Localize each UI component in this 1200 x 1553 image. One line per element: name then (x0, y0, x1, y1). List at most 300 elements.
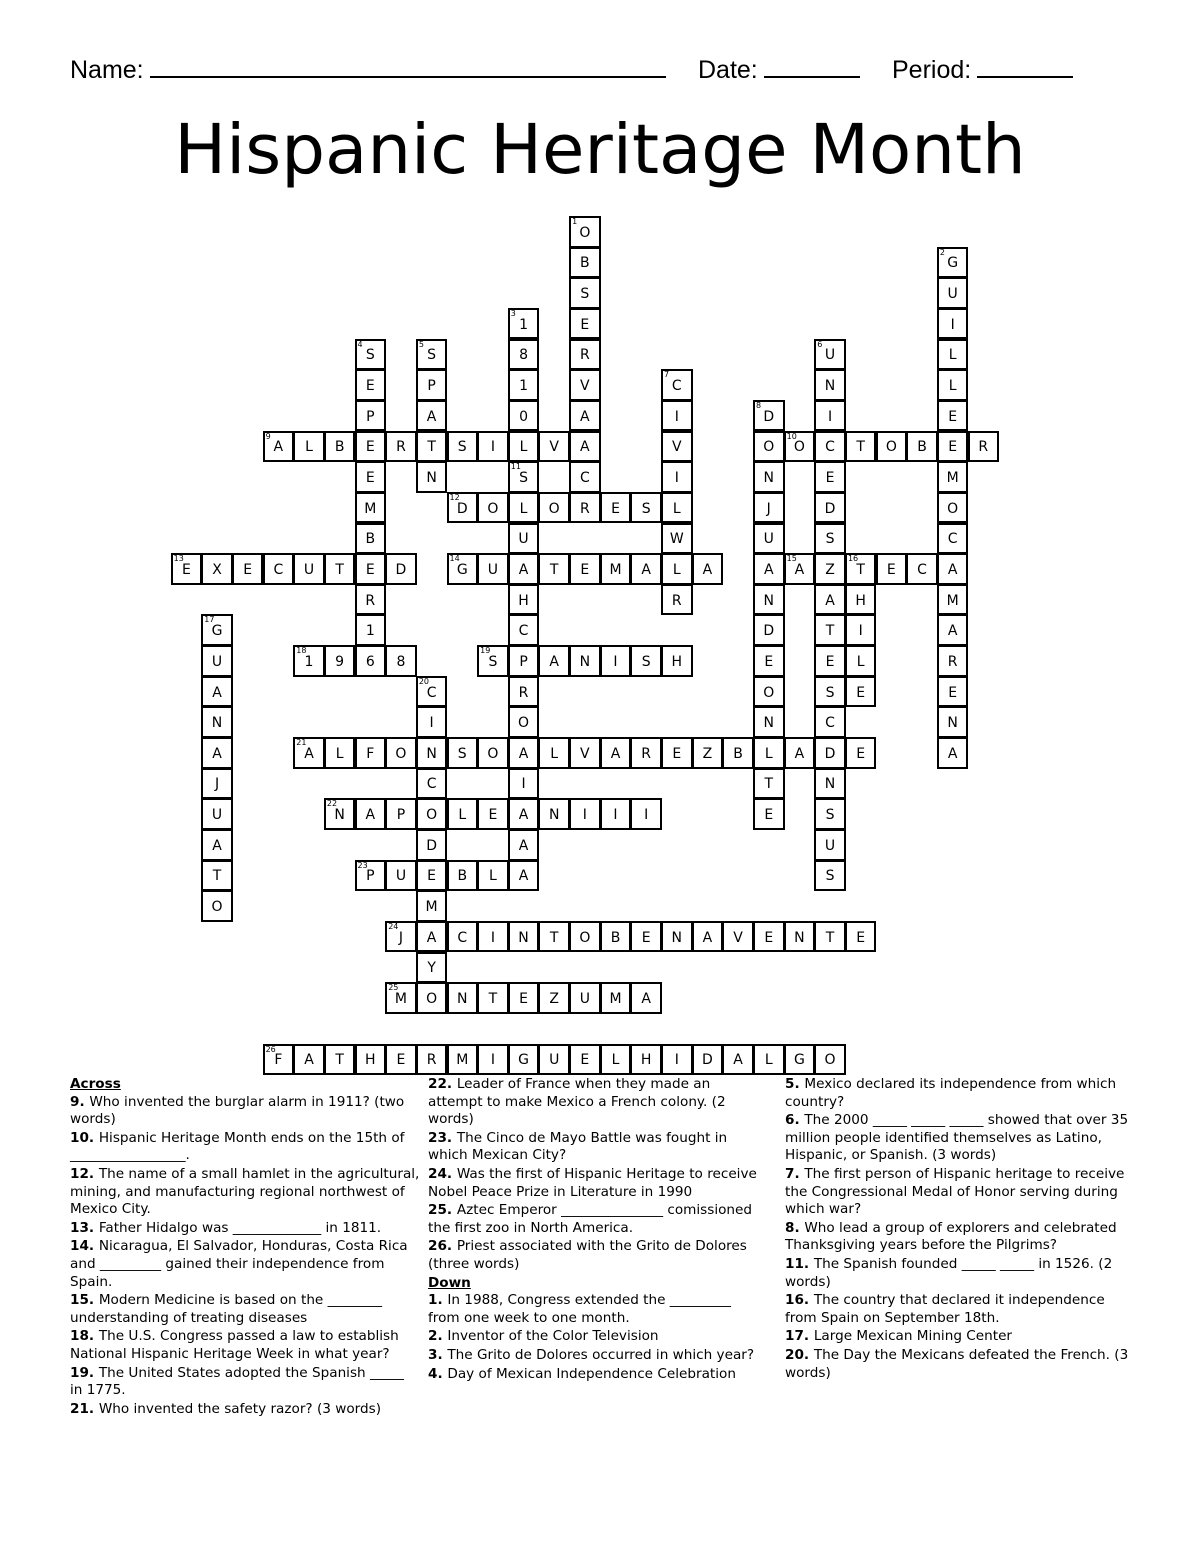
grid-cell[interactable] (569, 982, 601, 1014)
grid-cell[interactable] (814, 706, 846, 738)
cell-letter: V (672, 439, 682, 456)
grid-cell[interactable] (814, 798, 846, 830)
grid-cell[interactable] (508, 982, 540, 1014)
cell-letter: R (396, 439, 406, 456)
grid-cell[interactable] (937, 369, 969, 401)
grid-cell[interactable] (845, 553, 877, 585)
grid-cell[interactable] (201, 614, 233, 646)
grid-cell[interactable] (201, 553, 233, 585)
grid-cell[interactable] (416, 890, 448, 922)
grid-cell[interactable] (508, 584, 540, 616)
grid-cell[interactable] (600, 645, 632, 677)
grid-cell[interactable] (385, 798, 417, 830)
grid-cell[interactable] (937, 676, 969, 708)
grid-cell[interactable] (814, 1044, 846, 1076)
grid-cell[interactable] (569, 431, 601, 463)
grid-cell[interactable] (538, 431, 570, 463)
grid-cell[interactable] (355, 1044, 387, 1076)
grid-cell[interactable] (508, 614, 540, 646)
grid-cell[interactable] (937, 614, 969, 646)
cell-letter: A (641, 561, 651, 578)
cell-letter: R (579, 347, 590, 364)
grid-cell[interactable] (845, 676, 877, 708)
grid-cell[interactable] (171, 553, 203, 585)
grid-cell[interactable] (538, 737, 570, 769)
grid-cell[interactable] (477, 798, 509, 830)
grid-cell[interactable] (876, 431, 908, 463)
clue-item (70, 1328, 420, 1363)
grid-cell[interactable] (814, 553, 846, 585)
cell-letter: R (426, 1052, 437, 1069)
clue-item (428, 1366, 763, 1384)
grid-cell[interactable] (600, 921, 632, 953)
grid-cell[interactable] (630, 553, 662, 585)
grid-cell[interactable] (201, 860, 233, 892)
grid-cell[interactable] (692, 737, 724, 769)
grid-cell[interactable] (293, 737, 325, 769)
cell-letter: T (427, 439, 436, 456)
grid-cell[interactable] (753, 492, 785, 524)
grid-cell[interactable] (937, 400, 969, 432)
grid-cell[interactable] (937, 277, 969, 309)
grid-cell[interactable] (447, 553, 479, 585)
grid-cell[interactable] (753, 798, 785, 830)
grid-cell[interactable] (263, 431, 295, 463)
grid-cell[interactable] (355, 737, 387, 769)
grid-cell[interactable] (324, 1044, 356, 1076)
cell-letter: N (824, 776, 836, 793)
grid-cell[interactable] (477, 1044, 509, 1076)
grid-cell[interactable] (661, 431, 693, 463)
grid-cell[interactable] (814, 768, 846, 800)
grid-cell[interactable] (293, 1044, 325, 1076)
grid-cell[interactable] (385, 737, 417, 769)
grid-cell[interactable] (324, 737, 356, 769)
clue-number: 10. (70, 1129, 99, 1146)
cell-letter: N (794, 929, 805, 946)
grid-cell[interactable] (630, 982, 662, 1014)
cell-letter: A (518, 807, 529, 824)
cell-letter: H (365, 1052, 376, 1069)
grid-cell[interactable] (447, 431, 479, 463)
cell-letter: S (365, 347, 375, 364)
cell-letter: O (487, 745, 499, 762)
grid-cell[interactable] (784, 1044, 816, 1076)
cell-letter: A (763, 561, 774, 578)
cell-number: 5 (418, 339, 424, 349)
cell-letter: B (365, 531, 376, 548)
cell-letter: A (825, 592, 835, 609)
cell-letter: Z (549, 991, 559, 1007)
grid-cell[interactable] (569, 339, 601, 371)
grid-cell[interactable] (508, 829, 540, 861)
grid-cell[interactable] (569, 216, 601, 248)
grid-cell[interactable] (416, 982, 448, 1014)
grid-cell[interactable] (661, 553, 693, 585)
cell-letter: E (641, 929, 651, 946)
grid-cell[interactable] (753, 523, 785, 555)
clue-number: 25. (428, 1202, 457, 1219)
grid-cell[interactable] (232, 553, 264, 585)
cell-letter: M (946, 469, 959, 486)
grid-cell[interactable] (508, 369, 540, 401)
cell-letter: T (549, 561, 559, 578)
grid-cell[interactable] (937, 737, 969, 769)
grid-cell[interactable] (630, 798, 662, 830)
grid-cell[interactable] (814, 584, 846, 616)
cell-letter: Z (702, 745, 713, 762)
grid-cell[interactable] (355, 461, 387, 493)
grid-cell[interactable] (906, 553, 938, 585)
grid-cell[interactable] (508, 492, 540, 524)
grid-cell[interactable] (508, 798, 540, 830)
grid-cell[interactable] (293, 645, 325, 677)
grid-cell[interactable] (722, 921, 754, 953)
cell-letter: Z (825, 561, 835, 578)
grid-cell[interactable] (447, 982, 479, 1014)
grid-cell[interactable] (845, 645, 877, 677)
grid-cell[interactable] (416, 706, 448, 738)
grid-cell[interactable] (201, 890, 233, 922)
cell-letter: E (948, 439, 958, 456)
grid-cell[interactable] (845, 614, 877, 646)
grid-cell[interactable] (968, 431, 1000, 463)
grid-cell[interactable] (814, 523, 846, 555)
grid-cell[interactable] (937, 247, 969, 279)
grid-cell[interactable] (814, 492, 846, 524)
cell-letter: I (429, 715, 434, 732)
grid-cell[interactable] (385, 1044, 417, 1076)
cell-letter: L (458, 807, 467, 824)
grid-cell[interactable] (814, 431, 846, 463)
cell-letter: O (395, 745, 407, 762)
grid-cell[interactable] (293, 431, 325, 463)
grid-cell[interactable] (385, 431, 417, 463)
clue-number: 16. (785, 1292, 814, 1309)
grid-cell[interactable] (600, 798, 632, 830)
cell-letter: E (396, 1052, 406, 1069)
grid-cell[interactable] (508, 523, 540, 555)
grid-cell[interactable] (508, 921, 540, 953)
grid-cell[interactable] (263, 553, 295, 585)
grid-cell[interactable] (937, 553, 969, 585)
cell-letter: N (518, 929, 529, 946)
cell-letter: O (763, 684, 775, 701)
grid-cell[interactable] (508, 706, 540, 738)
clue-item (785, 1076, 1135, 1111)
grid-cell[interactable] (538, 553, 570, 585)
grid-cell[interactable] (722, 1044, 754, 1076)
grid-cell[interactable] (416, 431, 448, 463)
grid-cell[interactable] (508, 339, 540, 371)
grid-cell[interactable] (569, 553, 601, 585)
grid-cell[interactable] (416, 860, 448, 892)
grid-cell[interactable] (416, 461, 448, 493)
grid-cell[interactable] (814, 676, 846, 708)
grid-cell[interactable] (937, 492, 969, 524)
grid-cell[interactable] (385, 921, 417, 953)
grid-cell[interactable] (569, 308, 601, 340)
grid-cell[interactable] (661, 400, 693, 432)
grid-cell[interactable] (661, 737, 693, 769)
cell-letter: S (641, 500, 651, 517)
clue-text: Nicaragua, El Salvador, Honduras, Costa Rica and _________ gained their independence from Spain. (70, 1238, 408, 1290)
grid-cell[interactable] (569, 921, 601, 953)
cell-letter: A (580, 439, 590, 456)
grid-cell[interactable] (447, 737, 479, 769)
grid-cell[interactable] (538, 492, 570, 524)
grid-cell[interactable] (600, 737, 632, 769)
grid-cell[interactable] (416, 1044, 448, 1076)
grid-cell[interactable] (477, 921, 509, 953)
grid-cell[interactable] (906, 431, 938, 463)
grid-cell[interactable] (784, 553, 816, 585)
grid-cell[interactable] (477, 860, 509, 892)
grid-cell[interactable] (692, 921, 724, 953)
grid-cell[interactable] (447, 921, 479, 953)
grid-cell[interactable] (814, 829, 846, 861)
grid-cell[interactable] (814, 860, 846, 892)
cell-letter: H (671, 653, 683, 670)
grid-cell[interactable] (937, 308, 969, 340)
clue-text: Mexico declared its independence from which country? (785, 1076, 1117, 1110)
grid-cell[interactable] (447, 860, 479, 892)
grid-cell[interactable] (201, 706, 233, 738)
grid-cell[interactable] (201, 829, 233, 861)
grid-cell[interactable] (661, 1044, 693, 1076)
cell-letter: S (457, 439, 467, 456)
grid-cell[interactable] (293, 553, 325, 585)
grid-cell[interactable] (937, 645, 969, 677)
grid-cell[interactable] (416, 798, 448, 830)
grid-cell[interactable] (845, 584, 877, 616)
page-title: Hispanic Heritage Month (174, 110, 1026, 190)
grid-cell[interactable] (722, 737, 754, 769)
grid-cell[interactable] (355, 369, 387, 401)
grid-cell[interactable] (355, 400, 387, 432)
grid-cell[interactable] (508, 768, 540, 800)
grid-cell[interactable] (784, 921, 816, 953)
grid-cell[interactable] (937, 523, 969, 555)
clue-number: 18. (70, 1328, 99, 1345)
grid-cell[interactable] (201, 798, 233, 830)
grid-cell[interactable] (569, 247, 601, 279)
grid-cell[interactable] (508, 645, 540, 677)
grid-cell[interactable] (508, 1044, 540, 1076)
grid-cell[interactable] (753, 737, 785, 769)
grid-cell[interactable] (937, 706, 969, 738)
grid-cell[interactable] (569, 277, 601, 309)
grid-cell[interactable] (201, 676, 233, 708)
grid-cell[interactable] (814, 645, 846, 677)
grid-cell[interactable] (569, 737, 601, 769)
cell-letter: I (613, 653, 618, 670)
grid-cell[interactable] (447, 798, 479, 830)
grid-cell[interactable] (784, 431, 816, 463)
grid-cell[interactable] (937, 431, 969, 463)
grid-cell[interactable] (416, 676, 448, 708)
grid-cell[interactable] (569, 461, 601, 493)
grid-cell[interactable] (324, 553, 356, 585)
cell-letter: R (518, 684, 529, 701)
grid-cell[interactable] (753, 706, 785, 738)
grid-cell[interactable] (538, 645, 570, 677)
grid-cell[interactable] (355, 614, 387, 646)
grid-cell[interactable] (661, 584, 693, 616)
cell-letter: E (886, 561, 896, 578)
grid-cell[interactable] (753, 431, 785, 463)
grid-cell[interactable] (692, 553, 724, 585)
grid-cell[interactable] (630, 492, 662, 524)
grid-cell[interactable] (201, 737, 233, 769)
grid-cell[interactable] (508, 737, 540, 769)
grid-cell[interactable] (263, 1044, 295, 1076)
grid-cell[interactable] (538, 798, 570, 830)
grid-cell[interactable] (753, 400, 785, 432)
grid-cell[interactable] (355, 645, 387, 677)
grid-cell[interactable] (416, 768, 448, 800)
cell-letter: P (427, 378, 436, 394)
grid-cell[interactable] (416, 737, 448, 769)
grid-cell[interactable] (569, 1044, 601, 1076)
grid-cell[interactable] (416, 829, 448, 861)
grid-cell[interactable] (630, 737, 662, 769)
grid-cell[interactable] (845, 737, 877, 769)
grid-cell[interactable] (784, 737, 816, 769)
clue-number: 14. (70, 1238, 99, 1255)
grid-cell[interactable] (324, 431, 356, 463)
grid-cell[interactable] (753, 921, 785, 953)
grid-cell[interactable] (937, 339, 969, 371)
grid-cell[interactable] (355, 798, 387, 830)
grid-cell[interactable] (508, 461, 540, 493)
grid-cell[interactable] (447, 1044, 479, 1076)
grid-cell[interactable] (876, 553, 908, 585)
grid-cell[interactable] (324, 798, 356, 830)
grid-cell[interactable] (569, 400, 601, 432)
grid-cell[interactable] (416, 952, 448, 984)
cell-letter: S (457, 745, 467, 762)
grid-cell[interactable] (753, 553, 785, 585)
grid-cell[interactable] (630, 645, 662, 677)
grid-cell[interactable] (538, 982, 570, 1014)
grid-cell[interactable] (508, 676, 540, 708)
grid-cell[interactable] (845, 921, 877, 953)
cell-letter: E (856, 684, 866, 701)
grid-cell[interactable] (569, 492, 601, 524)
grid-cell[interactable] (661, 369, 693, 401)
grid-cell[interactable] (416, 400, 448, 432)
grid-cell[interactable] (447, 492, 479, 524)
grid-cell[interactable] (355, 431, 387, 463)
grid-cell[interactable] (416, 339, 448, 371)
grid-cell[interactable] (477, 492, 509, 524)
grid-cell[interactable] (538, 1044, 570, 1076)
grid-cell[interactable] (385, 860, 417, 892)
grid-cell[interactable] (385, 553, 417, 585)
clues-column-1 (70, 1076, 420, 1419)
grid-cell[interactable] (600, 553, 632, 585)
grid-cell[interactable] (201, 768, 233, 800)
grid-cell[interactable] (569, 798, 601, 830)
grid-cell[interactable] (753, 614, 785, 646)
grid-cell[interactable] (753, 676, 785, 708)
cell-letter: G (456, 561, 468, 578)
grid-cell[interactable] (630, 1044, 662, 1076)
grid-cell[interactable] (630, 921, 662, 953)
grid-cell[interactable] (569, 645, 601, 677)
grid-cell[interactable] (508, 553, 540, 585)
grid-cell[interactable] (508, 308, 540, 340)
grid-cell[interactable] (355, 584, 387, 616)
grid-cell[interactable] (201, 645, 233, 677)
cell-letter: A (212, 745, 222, 762)
grid-cell[interactable] (600, 1044, 632, 1076)
cell-letter: O (824, 1052, 836, 1069)
cell-letter: L (550, 745, 559, 762)
grid-cell[interactable] (661, 921, 693, 953)
grid-cell[interactable] (753, 584, 785, 616)
grid-cell[interactable] (845, 431, 877, 463)
cell-letter: 1 (519, 316, 528, 333)
grid-cell[interactable] (477, 645, 509, 677)
grid-cell[interactable] (477, 737, 509, 769)
grid-cell[interactable] (355, 492, 387, 524)
grid-cell[interactable] (508, 400, 540, 432)
grid-cell[interactable] (477, 982, 509, 1014)
grid-cell[interactable] (477, 431, 509, 463)
grid-cell[interactable] (937, 461, 969, 493)
grid-cell[interactable] (385, 645, 417, 677)
grid-cell[interactable] (661, 492, 693, 524)
cell-letter: R (641, 745, 651, 762)
grid-cell[interactable] (355, 860, 387, 892)
grid-cell[interactable] (814, 461, 846, 493)
grid-cell[interactable] (477, 553, 509, 585)
grid-cell[interactable] (661, 461, 693, 493)
grid-cell[interactable] (416, 921, 448, 953)
grid-cell[interactable] (355, 339, 387, 371)
grid-cell[interactable] (355, 553, 387, 585)
grid-cell[interactable] (600, 982, 632, 1014)
grid-cell[interactable] (753, 1044, 785, 1076)
grid-cell[interactable] (385, 982, 417, 1014)
grid-cell[interactable] (814, 400, 846, 432)
grid-cell[interactable] (814, 614, 846, 646)
grid-cell[interactable] (508, 860, 540, 892)
grid-cell[interactable] (569, 369, 601, 401)
grid-cell[interactable] (600, 492, 632, 524)
grid-cell[interactable] (538, 921, 570, 953)
grid-cell[interactable] (814, 921, 846, 953)
grid-cell[interactable] (814, 339, 846, 371)
grid-cell[interactable] (661, 523, 693, 555)
grid-cell[interactable] (814, 737, 846, 769)
grid-cell[interactable] (355, 523, 387, 555)
grid-cell[interactable] (814, 369, 846, 401)
grid-cell[interactable] (937, 584, 969, 616)
grid-cell[interactable] (753, 645, 785, 677)
grid-cell[interactable] (661, 645, 693, 677)
cell-letter: V (549, 439, 559, 456)
grid-cell[interactable] (753, 768, 785, 800)
grid-cell[interactable] (753, 461, 785, 493)
grid-cell[interactable] (416, 369, 448, 401)
grid-cell[interactable] (692, 1044, 724, 1076)
grid-cell[interactable] (508, 431, 540, 463)
grid-cell[interactable] (324, 645, 356, 677)
cell-letter: M (394, 991, 407, 1007)
